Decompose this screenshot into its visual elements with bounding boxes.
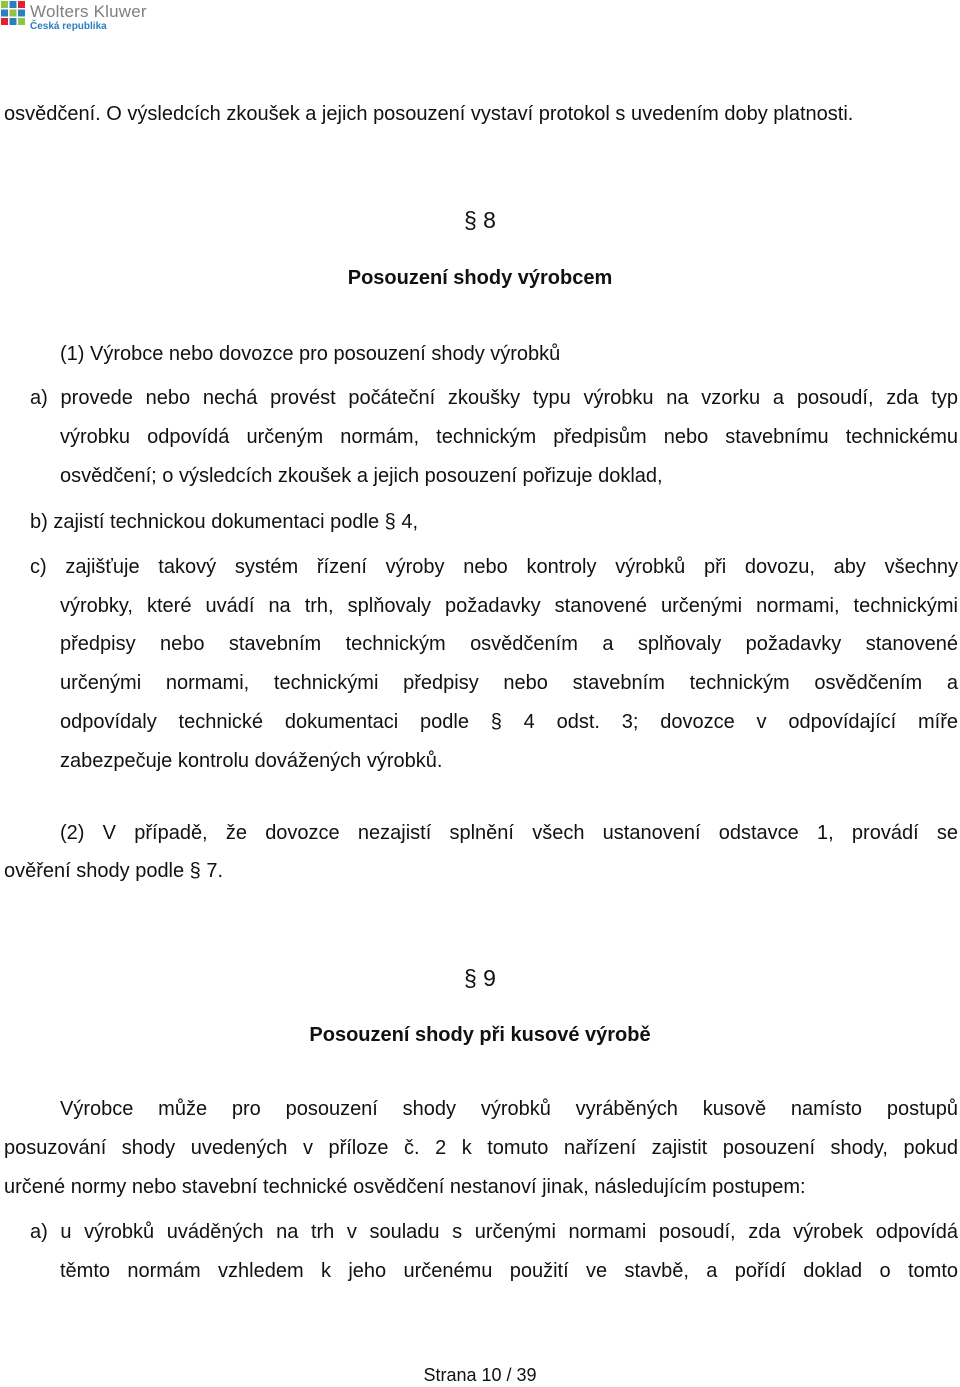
brand-subtitle: Česká republika [30, 21, 107, 32]
s9-item-a-line-2: těmto normám vzhledem k jeho určenému použití ve stavbě, a pořídí doklad o tomto [60, 1260, 958, 1282]
s8-item-b: b) zajistí technickou dokumentaci podle § 4, [30, 511, 418, 533]
s8-paragraph-2-line-1: (2) V případě, že dovozce nezajistí splnění všech ustanovení odstavce 1, provádí se [60, 822, 958, 844]
s8-item-a-line-3: osvědčení; o výsledcích zkoušek a jejich posouzení pořizuje doklad, [60, 465, 663, 487]
s8-item-c-line-2: výrobky, které uvádí na trh, splňovaly požadavky stanovené určenými normami, technickými [60, 595, 958, 617]
s8-item-c-line-6: zabezpečuje kontrolu dovážených výrobků. [60, 750, 443, 772]
s8-paragraph-2-line-2: ověření shody podle § 7. [4, 860, 224, 882]
intro-line: osvědčení. O výsledcích zkoušek a jejich posouzení vystaví protokol s uvedením doby platnosti. [4, 103, 854, 125]
s8-item-c-line-4: určenými normami, technickými předpisy nebo stavebním technickým osvědčením a [60, 672, 958, 694]
s9-paragraph-line-3: určené normy nebo stavební technické osvědčení nestanoví jinak, následujícím postupem: [4, 1176, 806, 1198]
section-9-number: § 9 [464, 965, 496, 991]
s9-item-a-line-1: a) u výrobků uváděných na trh v souladu s určenými normami posoudí, zda výrobek odpovídá [30, 1221, 958, 1243]
s9-paragraph-line-2: posuzování shody uvedených v příloze č. 2 k tomuto nařízení zajistit posouzení shody, pokud [4, 1137, 958, 1159]
page-number: Strana 10 / 39 [423, 1365, 537, 1385]
s8-paragraph-1-intro: (1) Výrobce nebo dovozce pro posouzení shody výrobků [60, 343, 561, 365]
s8-item-a-line-2: výrobku odpovídá určeným normám, technickým předpisům nebo stavebnímu technickému [60, 426, 958, 448]
s9-paragraph-line-1: Výrobce může pro posouzení shody výrobků vyráběných kusově namísto postupů [60, 1098, 958, 1120]
brand-name: Wolters Kluwer [30, 2, 147, 21]
s8-item-c-line-3: předpisy nebo stavebním technickým osvědčením a splňovaly požadavky stanovené [60, 633, 958, 655]
wolters-kluwer-logo-icon [0, 0, 26, 26]
section-8-number: § 8 [464, 207, 496, 233]
s8-item-c-line-1: c) zajišťuje takový systém řízení výroby nebo kontroly výrobků při dovozu, aby všechny [30, 556, 958, 578]
section-9-title: Posouzení shody při kusové výrobě [309, 1024, 651, 1046]
s8-item-c-line-5: odpovídaly technické dokumentaci podle § 4 odst. 3; dovozce v odpovídající míře [60, 711, 958, 733]
section-8-title: Posouzení shody výrobcem [347, 267, 613, 289]
publisher-logo [0, 0, 147, 40]
s8-item-a-line-1: a) provede nebo nechá provést počáteční zkoušky typu výrobku na vzorku a posoudí, zda typ [30, 387, 958, 409]
